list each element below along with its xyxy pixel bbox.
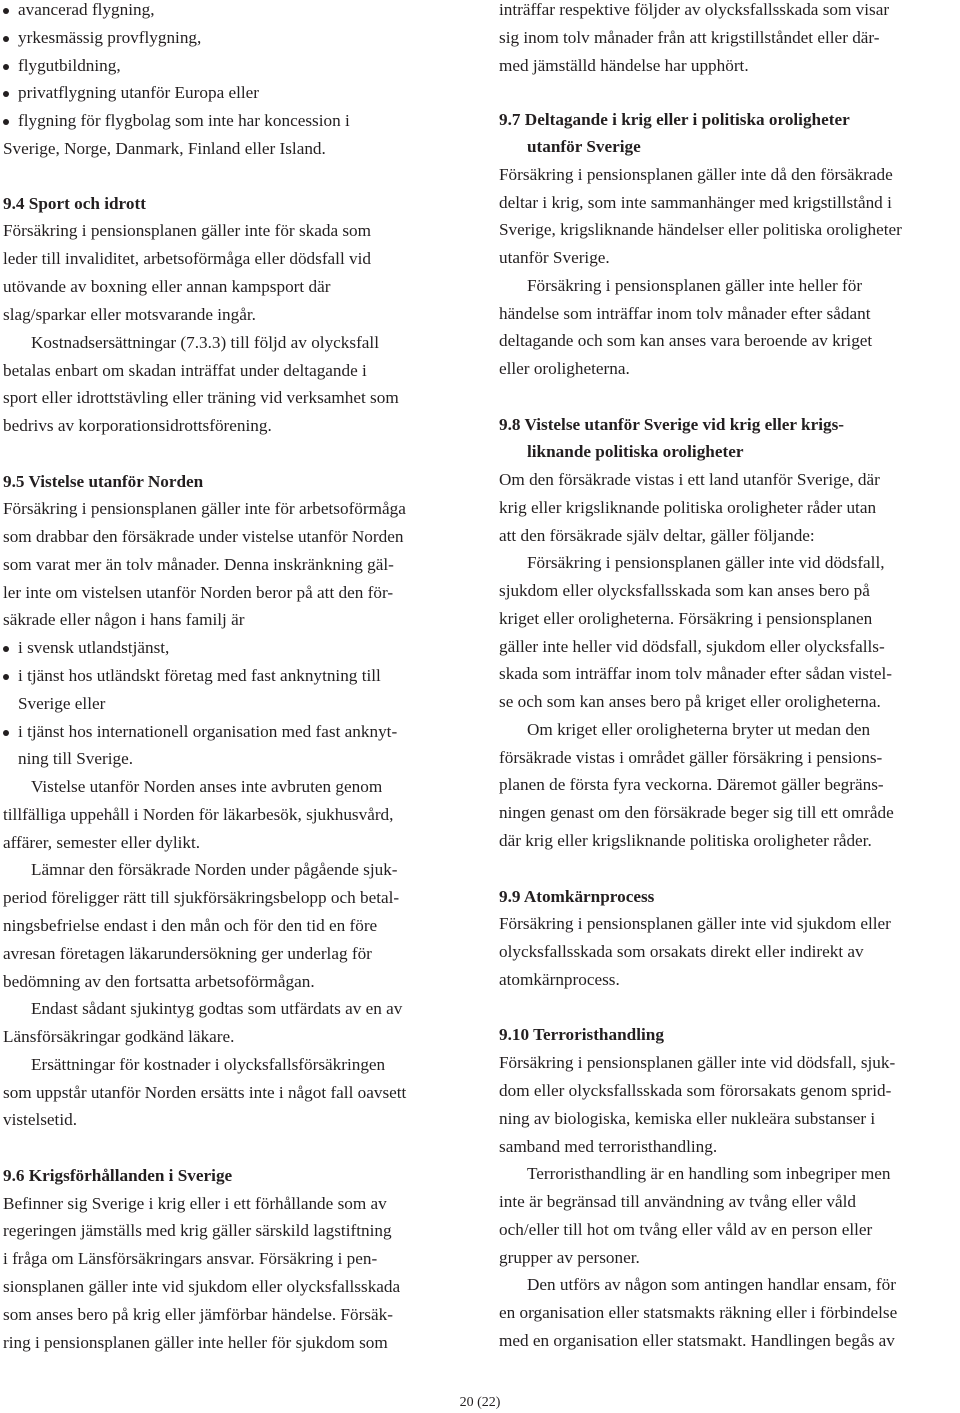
paragraph-line: ler inte om vistelsen utanför Norden beror på att den för- (3, 583, 394, 602)
paragraph-line: med en organisation eller statsmakt. Handlingen begås av (499, 1331, 895, 1350)
paragraph-line: Sverige, krigsliknande händelser eller politiska oroligheter (499, 220, 902, 239)
paragraph-line: i fråga om Länsförsäkringars ansvar. Försäkring i pen- (3, 1249, 378, 1268)
bullet-marker (3, 64, 9, 70)
paragraph-line: sig inom tolv månader från att krigstillståndet eller där- (499, 28, 880, 47)
paragraph-line: skada som inträffar inom tolv månader efter sådan vistel- (499, 664, 892, 683)
list-item: privatflygning utanför Europa eller (18, 83, 260, 102)
paragraph-line: betalas enbart om skadan inträffat under deltagande i (3, 361, 367, 380)
paragraph-line: ning av biologiska, kemiska eller nukleära substanser i (499, 1109, 876, 1128)
list-item: i tjänst hos utländskt företag med fast anknytning till (18, 666, 381, 685)
section-heading: 9.10 Terroristhandling (499, 1025, 664, 1044)
section-heading: utanför Sverige (527, 137, 641, 156)
paragraph-line: olycksfallsskada som orsakats direkt eller indirekt av (499, 942, 864, 961)
list-item: i svensk utlandstjänst, (18, 638, 170, 657)
paragraph-line: period föreligger rätt till sjukförsäkringsbelopp och betal- (3, 888, 400, 907)
section-heading: 9.4 Sport och idrott (3, 194, 146, 213)
section-heading: 9.8 Vistelse utanför Sverige vid krig eller krigs- (499, 415, 844, 434)
bullet-marker (3, 8, 9, 14)
list-item: yrkesmässig provflygning, (18, 28, 202, 47)
paragraph-line: Länsförsäkringar godkänd läkare. (3, 1027, 235, 1046)
bullet-marker (3, 730, 9, 736)
list-item: i tjänst hos internationell organisation med fast anknyt- (18, 722, 398, 741)
paragraph-line: deltar i krig, som inte sammanhänger med krigstillstånd i (499, 193, 892, 212)
paragraph-line: med jämställd händelse har upphört. (499, 56, 749, 75)
paragraph-line: slag/sparkar eller motsvarande ingår. (3, 305, 256, 324)
paragraph-line: Försäkring i pensionsplanen gäller inte vid sjukdom eller (499, 914, 891, 933)
list-item: avancerad flygning, (18, 0, 155, 19)
bullet-marker (3, 674, 9, 680)
paragraph-line: Försäkring i pensionsplanen gäller inte för arbetsoförmåga (3, 499, 406, 518)
paragraph-line: Försäkring i pensionsplanen gäller inte vid dödsfall, (527, 553, 885, 572)
paragraph-line: inträffar respektive följder av olycksfallsskada som visar (499, 0, 890, 19)
section-heading: 9.5 Vistelse utanför Norden (3, 472, 204, 491)
paragraph-line: avresan företagen läkarundersökning ger underlag för (3, 944, 372, 963)
paragraph-line: Befinner sig Sverige i krig eller i ett förhållande som av (3, 1194, 387, 1213)
paragraph-line: Endast sådant sjukintyg godtas som utfärdats av en av (31, 999, 403, 1018)
paragraph-line: grupper av personer. (499, 1248, 640, 1267)
paragraph-line: ring i pensionsplanen gäller inte heller för sjukdom som (3, 1333, 388, 1352)
paragraph-line: Försäkring i pensionsplanen gäller inte vid dödsfall, sjuk- (499, 1053, 896, 1072)
paragraph-line: bedrivs av korporationsidrottsförening. (3, 416, 272, 435)
paragraph-line: inte är begränsad till användning av tvång eller våld (499, 1192, 856, 1211)
paragraph-line: Försäkring i pensionsplanen gäller inte heller för (527, 276, 863, 295)
bullet-marker (3, 119, 9, 125)
paragraph-line: Ersättningar för kostnader i olycksfallsförsäkringen (31, 1055, 386, 1074)
paragraph-line: Lämnar den försäkrade Norden under pågående sjuk- (31, 860, 398, 879)
paragraph-line: som anses bero på krig eller jämförbar händelse. Försäk- (3, 1305, 393, 1324)
paragraph-line: där krig eller krigsliknande politiska oroligheter råder. (499, 831, 872, 850)
paragraph-line: en organisation eller statsmakts räkning eller i förbindelse (499, 1303, 898, 1322)
paragraph-line: samband med terroristhandling. (499, 1137, 718, 1156)
section-heading: liknande politiska oroligheter (527, 442, 744, 461)
paragraph-line: Terroristhandling är en handling som inbegriper men (527, 1164, 891, 1183)
paragraph-line: Kostnadsersättningar (7.3.3) till följd av olycksfall (31, 333, 379, 352)
paragraph-line: Vistelse utanför Norden anses inte avbruten genom (31, 777, 383, 796)
section-heading: 9.7 Deltagande i krig eller i politiska oroligheter (499, 110, 850, 129)
paragraph-line: eller oroligheterna. (499, 359, 630, 378)
paragraph-line: krig eller krigsliknande politiska oroligheter råder utan (499, 498, 877, 517)
paragraph-line: Om den försäkrade vistas i ett land utanför Sverige, där (499, 470, 880, 489)
paragraph-line: tillfälliga uppehåll i Norden för läkarbesök, sjukhusvård, (3, 805, 394, 824)
paragraph-line: Den utförs av någon som antingen handlar ensam, för (527, 1275, 896, 1294)
paragraph-line: dom eller olycksfallsskada som förorsakats genom sprid- (499, 1081, 892, 1100)
bullet-marker (3, 91, 9, 97)
list-item-continuation: Sverige eller (18, 694, 106, 713)
paragraph-line: ningsbefrielse endast i den mån och för den tid en före (3, 916, 378, 935)
paragraph-line: som varat mer än tolv månader. Denna inskränkning gäl- (3, 555, 394, 574)
paragraph-line: se och som kan anses bero på kriget eller oroligheterna. (499, 692, 881, 711)
paragraph-line: atomkärnprocess. (499, 970, 620, 989)
paragraph-line: som drabbar den försäkrade under vistelse utanför Norden (3, 527, 404, 546)
paragraph-line: säkrade eller någon i hans familj är (3, 610, 245, 629)
bullet-marker (3, 646, 9, 652)
paragraph-line: leder till invaliditet, arbetsoförmåga eller dödsfall vid (3, 249, 371, 268)
list-item-continuation: Sverige, Norge, Danmark, Finland eller Island. (3, 139, 326, 158)
paragraph-line: kriget eller oroligheterna. Försäkring i pensionsplanen (499, 609, 873, 628)
paragraph-line: som uppstår utanför Norden ersätts inte i något fall oavsett (3, 1083, 407, 1102)
list-item: flygning för flygbolag som inte har koncession i (18, 111, 350, 130)
paragraph-line: försäkrade vistas i området gäller försäkring i pensions- (499, 748, 883, 767)
paragraph-line: och/eller till hot om tvång eller våld av en person eller (499, 1220, 873, 1239)
paragraph-line: planen de första fyra veckorna. Däremot gäller begräns- (499, 775, 884, 794)
paragraph-line: utövande av boxning eller annan kampsport där (3, 277, 331, 296)
paragraph-line: deltagande och som kan anses vara beroende av kriget (499, 331, 873, 350)
paragraph-line: att den försäkrade själv deltar, gäller följande: (499, 526, 815, 545)
paragraph-line: gäller inte heller vid dödsfall, sjukdom eller olycksfalls- (499, 637, 885, 656)
paragraph-line: utanför Sverige. (499, 248, 610, 267)
paragraph-line: sionsplanen gäller inte vid sjukdom eller olycksfallsskada (3, 1277, 401, 1296)
paragraph-line: regeringen jämställs med krig gäller särskild lagstiftning (3, 1221, 392, 1240)
paragraph-line: vistelsetid. (3, 1110, 77, 1129)
list-item: flygutbildning, (18, 56, 121, 75)
bullet-marker (3, 36, 9, 42)
paragraph-line: sport eller idrottstävling eller träning vid verksamhet som (3, 388, 399, 407)
paragraph-line: ningen genast om den försäkrade beger sig till ett område (499, 803, 894, 822)
paragraph-line: affärer, semester eller dylikt. (3, 833, 201, 852)
section-heading: 9.9 Atomkärnprocess (499, 887, 655, 906)
paragraph-line: Om kriget eller oroligheterna bryter ut medan den (527, 720, 871, 739)
paragraph-line: Försäkring i pensionsplanen gäller inte då den försäkrade (499, 165, 893, 184)
paragraph-line: Försäkring i pensionsplanen gäller inte för skada som (3, 221, 372, 240)
list-item-continuation: ning till Sverige. (18, 749, 134, 768)
paragraph-line: händelse som inträffar inom tolv månader efter sådant (499, 304, 871, 323)
paragraph-line: bedömning av den fortsatta arbetsoförmågan. (3, 972, 315, 991)
paragraph-line: sjukdom eller olycksfallsskada som kan anses bero på (499, 581, 870, 600)
page-number: 20 (22) (459, 1395, 501, 1410)
section-heading: 9.6 Krigsförhållanden i Sverige (3, 1166, 233, 1185)
